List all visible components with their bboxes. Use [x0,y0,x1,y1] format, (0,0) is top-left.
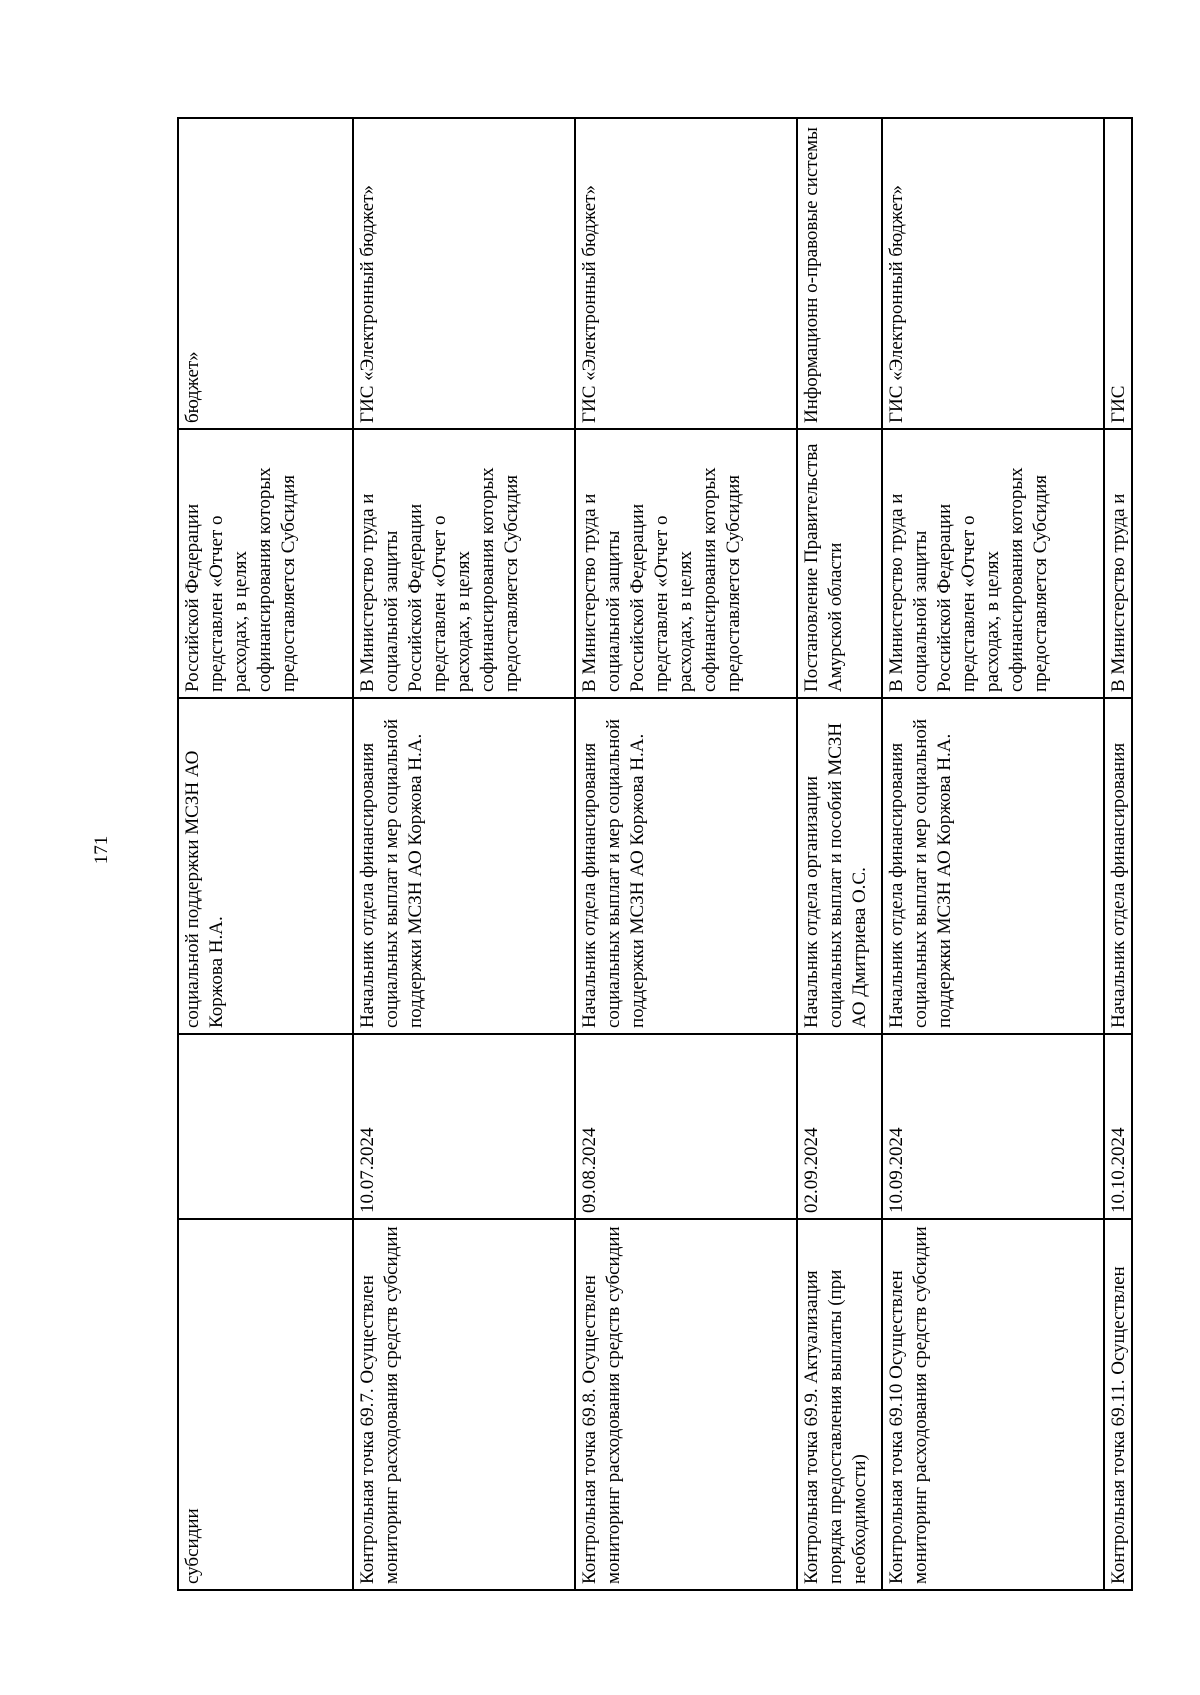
control-point-cell: субсидии [178,1219,353,1590]
table-row [797,118,882,1590]
document-cell: В Министерство труда и социальной защиты Российской Федерации представлен «Отчет о расходах, в целях софинансирования которых предоставляется Субсидия [353,429,575,698]
date-cell: 10.10.2024 [1104,1034,1132,1219]
date-cell: 02.09.2024 [797,1034,882,1219]
control-point-cell: Контрольная точка 69.8. Осуществлен мониторинг расходования средств субсидии [575,1219,797,1590]
control-points-table-frame [177,119,1129,1591]
responsible-cell: социальной поддержки МСЗН АО Коржова Н.А. [178,698,353,1034]
responsible-cell: Начальник отдела финансирования социальных выплат и мер социальной поддержки МСЗН АО Коржова Н.А. [575,698,797,1034]
system-cell: бюджет» [178,118,353,429]
date-cell: 10.07.2024 [353,1034,575,1219]
system-cell: ГИС «Электронный бюджет» [575,118,797,429]
control-point-cell: Контрольная точка 69.10 Осуществлен мониторинг расходования средств субсидии [882,1219,1104,1590]
responsible-cell: Начальник отдела финансирования [1104,698,1132,1034]
document-cell: Постановление Правительства Амурской области [797,429,882,698]
date-cell [178,1034,353,1219]
table-row [178,118,353,1590]
rotated-table-container [177,119,1129,1591]
system-cell: ГИС «Электронный бюджет» [353,118,575,429]
date-cell: 10.09.2024 [882,1034,1104,1219]
table-row [1104,118,1132,1590]
document-cell: Российской Федерации представлен «Отчет о расходах, в целях софинансирования которых предоставляется Субсидия [178,429,353,698]
system-cell: ГИС «Электронный бюджет» [882,118,1104,429]
date-cell: 09.08.2024 [575,1034,797,1219]
page-number: 171 [91,835,112,865]
responsible-cell: Начальник отдела финансирования социальных выплат и мер социальной поддержки МСЗН АО Коржова Н.А. [353,698,575,1034]
responsible-cell: Начальник отдела финансирования социальных выплат и мер социальной поддержки МСЗН АО Коржова Н.А. [882,698,1104,1034]
control-point-cell: Контрольная точка 69.11. Осуществлен [1104,1219,1132,1590]
table-row [882,118,1104,1590]
table-row [575,118,797,1590]
system-cell: Информационн о-правовые системы [797,118,882,429]
document-cell: В Министерство труда и социальной защиты Российской Федерации представлен «Отчет о расходах, в целях софинансирования которых предоставляется Субсидия [882,429,1104,698]
document-cell: В Министерство труда и [1104,429,1132,698]
system-cell: ГИС [1104,118,1132,429]
control-point-cell: Контрольная точка 69.9. Актуализация порядка предоставления выплаты (при необходимости) [797,1219,882,1590]
control-point-cell: Контрольная точка 69.7. Осуществлен мониторинг расходования средств субсидии [353,1219,575,1590]
responsible-cell: Начальник отдела организации социальных выплат и пособий МСЗН АО Дмитриева О.С. [797,698,882,1034]
control-points-table [177,117,1133,1591]
document-cell: В Министерство труда и социальной защиты Российской Федерации представлен «Отчет о расходах, в целях софинансирования которых предоставляется Субсидия [575,429,797,698]
table-row [353,118,575,1590]
